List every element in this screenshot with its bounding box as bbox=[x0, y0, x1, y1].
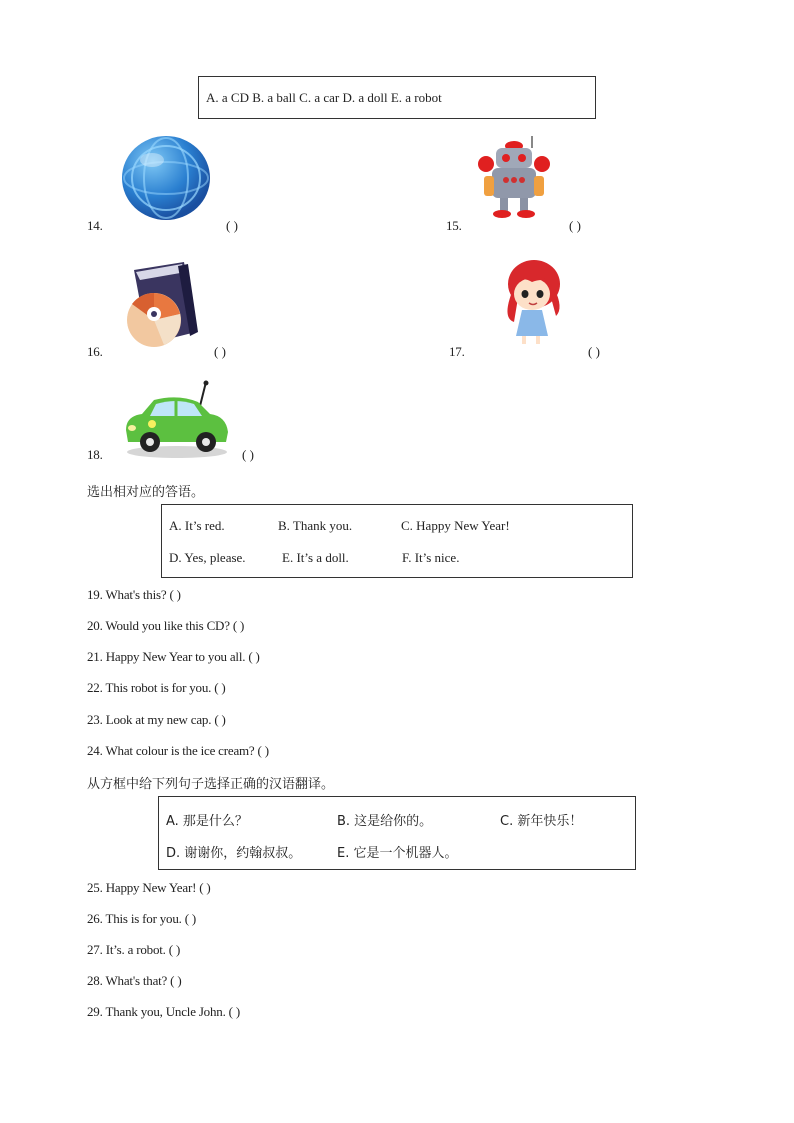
question-22: 22. This robot is for you. ( ) bbox=[87, 680, 226, 695]
question-23: 23. Look at my new cap. ( ) bbox=[87, 712, 226, 727]
car-icon bbox=[122, 380, 232, 460]
section2-option-b: B. Thank you. bbox=[278, 518, 353, 533]
section2-option-d: D. Yes, please. bbox=[169, 550, 246, 565]
question-28: 28. What's that? ( ) bbox=[87, 973, 182, 988]
section2-option-e: E. It’s a doll. bbox=[282, 550, 349, 565]
section2-options-box bbox=[161, 504, 633, 578]
question-29: 29. Thank you, Uncle John. ( ) bbox=[87, 1004, 240, 1019]
answer-blank-18[interactable]: ( ) bbox=[242, 447, 254, 462]
question-16-number: 16. bbox=[87, 344, 103, 359]
question-26: 26. This is for you. ( ) bbox=[87, 911, 197, 926]
ball-icon bbox=[120, 134, 212, 224]
section2-option-a: A. It’s red. bbox=[169, 518, 225, 533]
question-24: 24. What colour is the ice cream? ( ) bbox=[87, 743, 269, 758]
doll-icon bbox=[492, 258, 564, 346]
section3-heading: 从方框中给下列句子选择正确的汉语翻译。 bbox=[87, 777, 335, 792]
question-20: 20. Would you like this CD? ( ) bbox=[87, 618, 245, 633]
section3-option-d: D. 谢谢你，约翰叔叔。 bbox=[166, 846, 302, 861]
picture-options-text: A. a CD B. a ball C. a car D. a doll E. a robot bbox=[206, 90, 442, 105]
question-14-number: 14. bbox=[87, 218, 103, 233]
section2-option-f: F. It’s nice. bbox=[402, 550, 460, 565]
question-19: 19. What's this? ( ) bbox=[87, 587, 181, 602]
section3-option-b: B. 这是给你的。 bbox=[337, 814, 433, 829]
section2-option-c: C. Happy New Year! bbox=[401, 518, 510, 533]
answer-blank-14[interactable]: ( ) bbox=[226, 218, 238, 233]
answer-blank-17[interactable]: ( ) bbox=[588, 344, 600, 359]
question-17-number: 17. bbox=[449, 344, 465, 359]
question-15-number: 15. bbox=[446, 218, 462, 233]
question-25: 25. Happy New Year! ( ) bbox=[87, 880, 211, 895]
question-21: 21. Happy New Year to you all. ( ) bbox=[87, 649, 260, 664]
robot-icon bbox=[478, 134, 550, 220]
section3-option-e: E. 它是一个机器人。 bbox=[337, 846, 458, 861]
question-18-number: 18. bbox=[87, 447, 103, 462]
section3-option-c: C. 新年快乐！ bbox=[500, 814, 583, 829]
cd-icon bbox=[124, 262, 200, 356]
section2-heading: 选出相对应的答语。 bbox=[87, 485, 205, 500]
answer-blank-15[interactable]: ( ) bbox=[569, 218, 581, 233]
section3-option-a: A. 那是什么？ bbox=[166, 814, 248, 829]
question-27: 27. It’s. a robot. ( ) bbox=[87, 942, 181, 957]
answer-blank-16[interactable]: ( ) bbox=[214, 344, 226, 359]
